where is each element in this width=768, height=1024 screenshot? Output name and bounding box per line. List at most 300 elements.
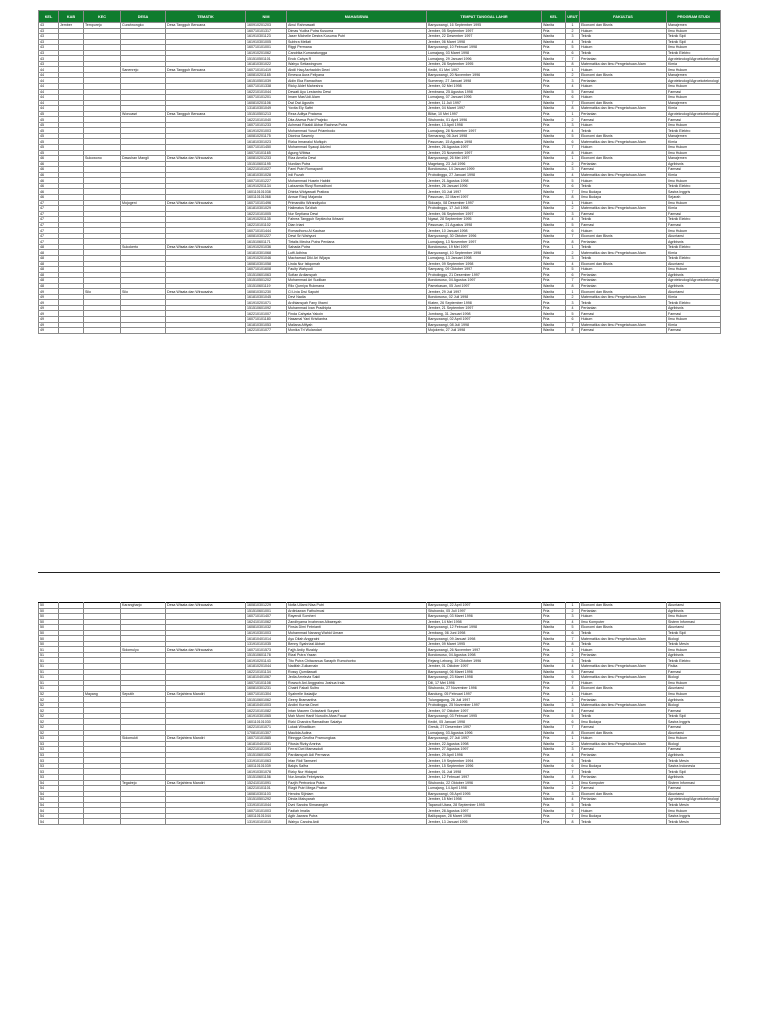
kel-cell: 48 (39, 261, 59, 267)
fakultas-cell: Ekonomi dan Bisnis (580, 261, 667, 267)
fakultas-cell: Pertanian (580, 697, 667, 703)
prodi-cell: Ilmu Hukum (667, 84, 721, 90)
ttl-cell: Banyuwangi, 23 Maret 1998 (427, 675, 542, 681)
kel-cell: 46 (39, 172, 59, 178)
mahasiswa-cell: Machamad Diki Ari Wijaya (287, 255, 427, 261)
nim-cell: 162210101077 (246, 328, 287, 334)
urut-cell: 2 (566, 697, 580, 703)
prodi-cell: Biologi (667, 741, 721, 747)
mahasiswa-cell: Syahrelle Iksiadjiz (287, 691, 427, 697)
gender-cell: Pria (542, 217, 566, 223)
urut-cell: 7 (566, 813, 580, 819)
urut-cell: 1 (566, 67, 580, 73)
prodi-cell: Fisika (667, 664, 721, 670)
kel-cell: 45 (39, 139, 59, 145)
gender-cell: Wanita (542, 294, 566, 300)
mahasiswa-cell: Nurdian Putra (287, 161, 427, 167)
fakultas-cell: Teknik (580, 819, 667, 825)
fakultas-cell: Ilmu Budaya (580, 813, 667, 819)
gender-cell: Wanita (542, 61, 566, 67)
prodi-cell: Ilmu Hukum (667, 200, 721, 206)
fakultas-cell: Pertanian (580, 752, 667, 758)
gender-cell: Wanita (542, 664, 566, 670)
gender-cell: Wanita (542, 311, 566, 317)
mahasiswa-cell: Rizka Irmanalul Mufiqoh (287, 139, 427, 145)
gender-cell: Pria (542, 819, 566, 825)
kecamatan-cell: Tempurejo (84, 23, 121, 29)
desa-cell: Tegalrejo (121, 780, 166, 786)
gender-cell: Wanita (542, 283, 566, 289)
kel-cell: 50 (39, 630, 59, 636)
gender-cell: Pria (542, 652, 566, 658)
ttl-cell: Banyuwangi, 09 Januari 1998 (427, 636, 542, 642)
gender-cell: Wanita (542, 747, 566, 753)
mahasiswa-cell: Ci Livia Dwi Saputri (287, 289, 427, 295)
fakultas-cell: Matematika dan Ilmu Pengetahuan Alam (580, 741, 667, 747)
gender-cell: Pria (542, 67, 566, 73)
nim-cell: 162210101101 (246, 786, 287, 792)
fakultas-cell: Ekonomi dan Bisnis (580, 100, 667, 106)
kel-cell: 53 (39, 763, 59, 769)
kel-cell: 49 (39, 316, 59, 322)
prodi-cell: Sistem Informasi (667, 619, 721, 625)
gender-cell: Pria (542, 305, 566, 311)
col-header: DESA (121, 11, 166, 23)
desa-cell: Sidomulyo (121, 647, 166, 653)
tematik-cell (166, 328, 246, 334)
mahasiswa-cell: Agib Jawara Putra (287, 813, 427, 819)
kecamatan-cell: Mayang (84, 691, 121, 697)
nim-cell: 162210101082 (246, 708, 287, 714)
fakultas-cell: Teknik (580, 255, 667, 261)
mahasiswa-cell: Rizky Nur Hidayat (287, 769, 427, 775)
ttl-cell: Jember, 28 Agustus 1997 (427, 808, 542, 814)
kel-cell: 43 (39, 28, 59, 34)
kecamatan-cell (84, 328, 121, 334)
kel-cell: 48 (39, 250, 59, 256)
gender-cell: Wanita (542, 23, 566, 29)
gender-cell: Wanita (542, 133, 566, 139)
ttl-cell: Jember, 15 Mei 1998 (427, 797, 542, 803)
ttl-cell: Gresik, 27 Desember 1997 (427, 725, 542, 731)
gender-cell: Pria (542, 758, 566, 764)
gender-cell: Pria (542, 183, 566, 189)
ttl-cell: Jember, 10 Januari 1998 (427, 228, 542, 234)
gender-cell: Pria (542, 300, 566, 306)
fakultas-cell: Pertanian (580, 161, 667, 167)
urut-cell: 7 (566, 145, 580, 151)
ttl-cell: Jember, 19 September 1994 (427, 758, 542, 764)
ttl-cell: Situbondo, 01 April 1996 (427, 117, 542, 123)
mahasiswa-cell: Subhra Mellati (287, 39, 427, 45)
nim-cell: 160810301058 (246, 261, 287, 267)
prodi-cell: Akuntansi (667, 261, 721, 267)
nim-cell: 162210101040 (246, 117, 287, 123)
gender-cell: Pria (542, 608, 566, 614)
ttl-cell: Lumajang, 29 Januari 1996 (427, 56, 542, 62)
nim-cell: 161910201134 (246, 183, 287, 189)
urut-cell: 5 (566, 802, 580, 808)
ttl-cell: Mojokerto, 27 Juli 1998 (427, 328, 542, 334)
nim-cell: 161810301068 (246, 250, 287, 256)
mahasiswa-cell: Wahyu Setiawingrum (287, 61, 427, 67)
nim-cell: 160810301227 (246, 233, 287, 239)
fakultas-cell: Teknik (580, 34, 667, 40)
gender-cell: Wanita (542, 172, 566, 178)
urut-cell: 4 (566, 708, 580, 714)
urut-cell: 8 (566, 61, 580, 67)
ttl-cell: Ngawi, 28 September 1995 (427, 217, 542, 223)
prodi-cell: Ilmu Hukum (667, 145, 721, 151)
kel-cell: 52 (39, 719, 59, 725)
urut-cell: 3 (566, 122, 580, 128)
kel-cell: 44 (39, 106, 59, 112)
nim-cell: 160110101038 (246, 189, 287, 195)
nim-cell: 161810301022 (246, 61, 287, 67)
mahasiswa-cell: Achmad Rizaldi Akbar Rachma Putra (287, 122, 427, 128)
mahasiswa-cell: Dian Iriani (287, 222, 427, 228)
nim-cell: 160710101407 (246, 614, 287, 620)
kel-cell: 45 (39, 150, 59, 156)
ttl-cell: Banyuwangi, 03 Maret 1996 (427, 614, 542, 620)
nim-cell: 160710101201 (246, 95, 287, 101)
mahasiswa-cell: Mah Mumi Hanif Nurudin Afwa Fauzi (287, 713, 427, 719)
fakultas-cell: Ekonomi dan Bisnis (580, 603, 667, 609)
prodi-cell: Manajemen (667, 100, 721, 106)
mahasiswa-cell: Dwi Dwi Agustin (287, 100, 427, 106)
nim-cell: 161910201036 (246, 244, 287, 250)
kel-cell: 45 (39, 117, 59, 123)
nim-cell: 162210101005 (246, 211, 287, 217)
prodi-cell: Ilmu Hukum (667, 267, 721, 273)
mahasiswa-cell: Intan Mauren Octavianti Suryani (287, 708, 427, 714)
urut-cell: 7 (566, 680, 580, 686)
mahasiswa-cell: Balqis Salfra (287, 763, 427, 769)
kel-cell: 51 (39, 647, 59, 653)
nim-cell: 160710101001 (246, 45, 287, 51)
kel-cell: 49 (39, 294, 59, 300)
nim-cell: 161910201135 (246, 217, 287, 223)
nim-cell: 161910201071 (246, 300, 287, 306)
kel-cell: 45 (39, 128, 59, 134)
mahasiswa-cell: Rinngga Geofira Prarnungkas (287, 736, 427, 742)
fakultas-cell: Teknik (580, 128, 667, 134)
mahasiswa-cell: Enok Cahya R (287, 56, 427, 62)
fakultas-cell: Ilmu Komputer (580, 780, 667, 786)
kel-cell: 43 (39, 39, 59, 45)
kel-cell: 51 (39, 675, 59, 681)
ttl-cell: Probolinggo, 21 Desember 1997 (427, 272, 542, 278)
fakultas-cell: Farmasi (580, 708, 667, 714)
fakultas-cell: Farmasi (580, 669, 667, 675)
fakultas-cell: Hukum (580, 178, 667, 184)
mahasiswa-cell: Rizki Chandra Ramadhan Salafyo (287, 719, 427, 725)
kel-cell: 54 (39, 808, 59, 814)
kel-cell: 48 (39, 244, 59, 250)
fakultas-cell: Farmasi (580, 747, 667, 753)
urut-cell: 7 (566, 278, 580, 284)
mahasiswa-cell: Monika Tri Wulandari (287, 328, 427, 334)
desa-cell: Dawuhan Mangli (121, 156, 166, 162)
mahasiswa-cell: Halimatus Sa'diah (287, 206, 427, 212)
ttl-cell: Jember, 09 Maret 1995 (427, 641, 542, 647)
urut-cell: 3 (566, 614, 580, 620)
prodi-cell: Akuntansi (667, 603, 721, 609)
urut-cell: 1 (566, 691, 580, 697)
prodi-cell: Teknik Sipil (667, 713, 721, 719)
kel-cell: 48 (39, 283, 59, 289)
ttl-cell: Semarang, 06 Juni 1998 (427, 133, 542, 139)
nim-cell: 161910301123 (246, 34, 287, 40)
ttl-cell: Jember, 01 Oktober 1997 (427, 664, 542, 670)
urut-cell: 8 (566, 106, 580, 112)
urut-cell: 2 (566, 786, 580, 792)
fakultas-cell: Hukum (580, 28, 667, 34)
kel-cell: 44 (39, 84, 59, 90)
desa-cell: Curahnongko (121, 23, 166, 29)
nim-cell: 162210101007 (246, 311, 287, 317)
urut-cell: 5 (566, 45, 580, 51)
mahasiswa-cell: Fajjh Ardiy Rizaldy (287, 647, 427, 653)
fakultas-cell: Teknik (580, 217, 667, 223)
mahasiswa-cell: Nur Amalia Febriyanta (287, 774, 427, 780)
gender-cell: Pria (542, 150, 566, 156)
urut-cell: 7 (566, 100, 580, 106)
ttl-cell: Jember, 21 September 1997 (427, 305, 542, 311)
prodi-cell: Ilmu Hukum (667, 736, 721, 742)
fakultas-cell: Pertanian (580, 608, 667, 614)
ttl-cell: Kediri, 05 Januari 1998 (427, 719, 542, 725)
kel-cell: 43 (39, 56, 59, 62)
ttl-cell: Probolinggo, 17 Juli 1998 (427, 206, 542, 212)
prodi-cell: Biologi (667, 636, 721, 642)
kecamatan-cell (84, 819, 121, 825)
kel-cell: 48 (39, 267, 59, 273)
fakultas-cell: Matematika dan Ilmu Pengetahuan Alam (580, 106, 667, 112)
kel-cell: 50 (39, 619, 59, 625)
urut-cell: 6 (566, 95, 580, 101)
urut-cell: 6 (566, 630, 580, 636)
urut-cell: 6 (566, 763, 580, 769)
kel-cell: 46 (39, 178, 59, 184)
ttl-cell: Lumajang, 13 Januari 1998 (427, 255, 542, 261)
prodi-cell: Akuntansi (667, 686, 721, 692)
desa-cell: Sanenrejo (121, 67, 166, 73)
mahasiswa-cell: Geery Bramantha (287, 697, 427, 703)
fakultas-cell: Ekonomi dan Bisnis (580, 791, 667, 797)
ttl-cell: Jember, 12 Februari 1997 (427, 774, 542, 780)
ttl-cell: Banyuwangi, 05 April 1995 (427, 791, 542, 797)
ttl-cell: Sumenep, 27 Januari 1998 (427, 78, 542, 84)
prodi-cell: Teknik Sipil (667, 34, 721, 40)
nim-cell: 151510601119 (246, 283, 287, 289)
mahasiswa-cell: Laksamta Rizqi Romadhoni (287, 183, 427, 189)
ttl-cell: Jember, 02 Mei 1998 (427, 84, 542, 90)
prodi-cell: Ilmu Hukum (667, 28, 721, 34)
kel-cell: 54 (39, 813, 59, 819)
fakultas-cell: Teknik (580, 802, 667, 808)
kel-cell: 53 (39, 769, 59, 775)
page-divider (38, 572, 720, 573)
gender-cell: Wanita (542, 261, 566, 267)
urut-cell: 6 (566, 50, 580, 56)
mahasiswa-cell: Hendra Sijiniam (287, 791, 427, 797)
ttl-cell: Banyuwangi, 22 April 1997 (427, 603, 542, 609)
ttl-cell: Rejang Lebong, 19 Oktober 1996 (427, 658, 542, 664)
fakultas-cell: Farmasi (580, 725, 667, 731)
fakultas-cell: Pertanian (580, 56, 667, 62)
prodi-cell: Manajemen (667, 156, 721, 162)
prodi-cell: Sastra Indonesia (667, 763, 721, 769)
prodi-cell: Teknik Mesin (667, 819, 721, 825)
ttl-cell: Banyuwangi, 16 September 1995 (427, 23, 542, 29)
urut-cell: 4 (566, 261, 580, 267)
gender-cell: Pria (542, 45, 566, 51)
gender-cell: Pria (542, 802, 566, 808)
mahasiswa-cell: Fadiah Imalia (287, 808, 427, 814)
ttl-cell: Jembrana, 25 Agustus 1998 (427, 89, 542, 95)
nim-cell: 151510501213 (246, 111, 287, 117)
mahasiswa-cell: Irdi Fuzah (287, 172, 427, 178)
kel-cell: 45 (39, 111, 59, 117)
nim-cell: 161910301005 (246, 39, 287, 45)
nim-cell: 161910301065 (246, 713, 287, 719)
gender-cell: Wanita (542, 189, 566, 195)
gender-cell: Wanita (542, 167, 566, 173)
mahasiswa-cell: Lutfi Adhina (287, 250, 427, 256)
ttl-cell: Jember, 29 April 1996 (427, 752, 542, 758)
prodi-cell: Teknik Elektro (667, 244, 721, 250)
urut-cell: 7 (566, 322, 580, 328)
prodi-cell: Agribisnis (667, 305, 721, 311)
fakultas-cell: Hukum (580, 145, 667, 151)
kel-cell: 54 (39, 780, 59, 786)
urut-cell: 3 (566, 658, 580, 664)
gender-cell: Pria (542, 619, 566, 625)
gender-cell: Wanita (542, 675, 566, 681)
prodi-cell: Farmasi (667, 211, 721, 217)
nim-cell: 160710101608 (246, 267, 287, 273)
kecamatan-cell: Silo (84, 289, 121, 295)
nim-cell: 151510601178 (246, 652, 287, 658)
ttl-cell: Lumajang, 14 April 1998 (427, 786, 542, 792)
mahasiswa-cell: Rilo Qurniya Rukmana (287, 283, 427, 289)
ttl-cell: Lumajang, 03 Maret 1998 (427, 50, 542, 56)
mahasiswa-cell: Fahrea Tangguh Septiecha Ikhsani (287, 217, 427, 223)
mahasiswa-cell: Dewati Ayu Lestantru Dewi (287, 89, 427, 95)
mahasiswa-cell: Nur Septiana Dewi (287, 211, 427, 217)
gender-cell: Wanita (542, 808, 566, 814)
gender-cell: Pria (542, 780, 566, 786)
fakultas-cell: Matematika dan Ilmu Pengetahuan Alam (580, 702, 667, 708)
nim-cell: 131910101015 (246, 819, 287, 825)
kabupaten-cell (59, 819, 84, 825)
kel-cell: 54 (39, 786, 59, 792)
gender-cell: Pria (542, 272, 566, 278)
ttl-cell: Jember, 29 Juli 1997 (427, 289, 542, 295)
ttl-cell: Banyuwangi, 10 September 1998 (427, 250, 542, 256)
urut-cell: 6 (566, 139, 580, 145)
prodi-cell: Farmasi (667, 708, 721, 714)
urut-cell: 3 (566, 747, 580, 753)
fakultas-cell: Ekonomi dan Bisnis (580, 289, 667, 295)
kel-cell: 45 (39, 145, 59, 151)
kel-cell: 46 (39, 161, 59, 167)
fakultas-cell: Pertanian (580, 111, 667, 117)
urut-cell: 8 (566, 730, 580, 736)
gender-cell: Pria (542, 239, 566, 245)
prodi-cell: Sistem Informasi (667, 780, 721, 786)
urut-cell: 4 (566, 619, 580, 625)
urut-cell: 7 (566, 56, 580, 62)
gender-cell: Pria (542, 614, 566, 620)
ttl-cell: Banyuwangi, 06 Maret 1996 (427, 669, 542, 675)
gender-cell: Pria (542, 791, 566, 797)
nim-cell: 160710101317 (246, 28, 287, 34)
table-row (39, 328, 721, 334)
nim-cell: 161910201143 (246, 658, 287, 664)
kel-cell: 50 (39, 608, 59, 614)
prodi-cell: Agroteknologi/Agroekoteknologi (668, 112, 719, 117)
prodi-cell: Ilmu Hukum (667, 150, 721, 156)
nim-cell: 160810201175 (246, 133, 287, 139)
kel-cell: 53 (39, 741, 59, 747)
kel-cell: 43 (39, 61, 59, 67)
gender-cell: Wanita (542, 72, 566, 78)
urut-cell: 5 (566, 178, 580, 184)
fakultas-cell: Teknik (580, 244, 667, 250)
prodi-cell: Farmasi (667, 167, 721, 173)
prodi-cell: Farmasi (667, 725, 721, 731)
fakultas-cell: Ekonomi dan Bisnis (580, 233, 667, 239)
fakultas-cell: Ekonomi dan Bisnis (580, 625, 667, 631)
gender-cell: Pria (542, 111, 566, 117)
nim-cell: 160710101233 (246, 122, 287, 128)
gender-cell: Pria (542, 200, 566, 206)
prodi-cell: Agribisnis (667, 272, 721, 278)
urut-cell: 6 (566, 272, 580, 278)
nim-cell: 161810401003 (246, 702, 287, 708)
ttl-cell: Probolinggo, 25 November 1997 (427, 702, 542, 708)
desa-cell (121, 328, 166, 334)
gender-cell: Pria (542, 50, 566, 56)
mahasiswa-cell: Maliana Afifyah (287, 322, 427, 328)
nim-cell: 162210101093 (246, 747, 287, 753)
nim-cell: 160710101338 (246, 84, 287, 90)
mahasiswa-cell: Jedia Amrisvia Sakil (287, 675, 427, 681)
gender-cell: Pria (542, 255, 566, 261)
prodi-cell: Agribisnis (667, 774, 721, 780)
ttl-cell: Banyuwangi, 20 November 1996 (427, 72, 542, 78)
prodi-cell: Sejarah (667, 194, 721, 200)
urut-cell: 2 (566, 250, 580, 256)
mahasiswa-cell: Ardiniawan Fathulmusi (287, 608, 427, 614)
gender-cell: Wanita (542, 106, 566, 112)
ttl-cell: Jember, 13 April 1998 (427, 122, 542, 128)
urut-cell: 2 (566, 741, 580, 747)
mahasiswa-cell: Fitusia Rizky Amrina (287, 741, 427, 747)
nim-cell: 162210101134 (246, 669, 287, 675)
fakultas-cell: Ilmu Budaya (580, 194, 667, 200)
kel-cell: 48 (39, 278, 59, 284)
nim-cell: 160810201106 (246, 100, 287, 106)
urut-cell: 2 (566, 72, 580, 78)
mahasiswa-cell: Lukak Winatikum (287, 725, 427, 731)
ttl-cell: Tulungagung, 26 Juli 1997 (427, 697, 542, 703)
ttl-cell: Lumajang, 07 Januari 1996 (427, 95, 542, 101)
mahasiswa-cell: Nofia Ullami Nisa Putri (287, 603, 427, 609)
ttl-cell: Jember, 23 November 1997 (427, 150, 542, 156)
